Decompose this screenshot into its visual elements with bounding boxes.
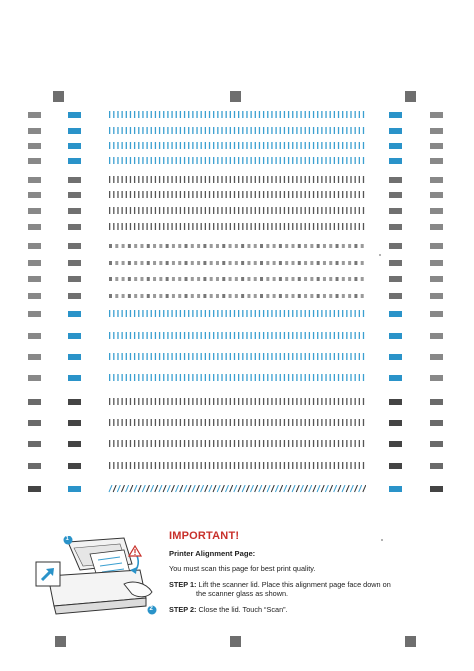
alignment-block <box>389 112 402 118</box>
alignment-block <box>430 375 443 381</box>
alignment-block <box>28 158 41 164</box>
alignment-block <box>28 463 41 469</box>
step-1 <box>169 580 391 589</box>
alignment-block <box>68 224 81 230</box>
alignment-block <box>68 158 81 164</box>
alignment-block <box>389 224 402 230</box>
line-pattern <box>108 419 366 426</box>
step-2 <box>169 605 288 614</box>
alignment-block <box>389 293 402 299</box>
alignment-block <box>68 311 81 317</box>
alignment-block <box>430 311 443 317</box>
line-pattern <box>108 191 366 198</box>
line-pattern <box>108 353 366 360</box>
line-pattern <box>108 275 366 282</box>
alignment-block <box>389 260 402 266</box>
step-2-label: STEP 2: <box>169 605 197 614</box>
alignment-block <box>28 354 41 360</box>
line-pattern <box>108 157 366 164</box>
alignment-block <box>389 208 402 214</box>
alignment-block <box>430 420 443 426</box>
alignment-block <box>28 143 41 149</box>
alignment-block <box>389 486 402 492</box>
alignment-block <box>68 112 81 118</box>
notice-line: You must scan this page for best print quality. <box>169 564 316 573</box>
alignment-block <box>28 224 41 230</box>
line-pattern <box>108 127 366 134</box>
warning-triangle-icon <box>128 545 142 557</box>
alignment-block <box>28 441 41 447</box>
corner-dot <box>379 254 381 256</box>
alignment-block <box>389 399 402 405</box>
alignment-block <box>28 177 41 183</box>
step-1-text: Lift the scanner lid. Place this alignment page face down on <box>198 580 391 589</box>
alignment-block <box>68 177 81 183</box>
alignment-block <box>28 260 41 266</box>
alignment-block <box>28 399 41 405</box>
alignment-block <box>430 243 443 249</box>
alignment-block <box>389 276 402 282</box>
line-pattern <box>108 176 366 183</box>
line-pattern <box>108 142 366 149</box>
alignment-block <box>430 158 443 164</box>
alignment-block <box>68 354 81 360</box>
line-pattern <box>108 398 366 405</box>
alignment-block <box>430 333 443 339</box>
alignment-block <box>68 420 81 426</box>
alignment-block <box>430 208 443 214</box>
alignment-block <box>389 463 402 469</box>
alignment-block <box>68 260 81 266</box>
alignment-block <box>430 260 443 266</box>
line-pattern <box>108 207 366 214</box>
alignment-block <box>68 399 81 405</box>
alignment-block <box>430 177 443 183</box>
alignment-block <box>389 143 402 149</box>
alignment-block <box>28 112 41 118</box>
alignment-block <box>430 128 443 134</box>
step-1-label: STEP 1: <box>169 580 197 589</box>
line-pattern <box>108 332 366 339</box>
alignment-block <box>389 177 402 183</box>
alignment-block <box>68 293 81 299</box>
alignment-block <box>28 486 41 492</box>
alignment-block <box>430 112 443 118</box>
alignment-block <box>430 399 443 405</box>
alignment-block <box>430 276 443 282</box>
line-pattern <box>108 310 366 317</box>
alignment-block <box>389 420 402 426</box>
line-pattern <box>108 259 366 266</box>
line-pattern <box>108 374 366 381</box>
important-heading: IMPORTANT! <box>169 530 240 542</box>
line-pattern <box>108 223 366 230</box>
alignment-block <box>68 192 81 198</box>
alignment-block <box>430 354 443 360</box>
alignment-block <box>28 311 41 317</box>
alignment-block <box>430 293 443 299</box>
alignment-block <box>68 441 81 447</box>
alignment-block <box>68 208 81 214</box>
registration-mark-bottom-left <box>55 636 66 647</box>
registration-mark-top-center <box>230 91 241 102</box>
alignment-block <box>389 354 402 360</box>
alignment-block <box>389 311 402 317</box>
alignment-block <box>430 486 443 492</box>
alignment-block <box>430 441 443 447</box>
alignment-block <box>68 486 81 492</box>
printer-scanner-icon <box>28 536 166 618</box>
line-pattern <box>108 111 366 118</box>
line-pattern <box>108 440 366 447</box>
alignment-block <box>68 243 81 249</box>
alignment-block <box>430 463 443 469</box>
alignment-block <box>28 375 41 381</box>
step-2-text: Close the lid. Touch “Scan”. <box>198 605 288 614</box>
alignment-block <box>430 224 443 230</box>
alignment-block <box>28 192 41 198</box>
alignment-block <box>389 375 402 381</box>
alignment-block <box>68 463 81 469</box>
alignment-block <box>68 128 81 134</box>
registration-mark-top-right <box>405 91 416 102</box>
alignment-block <box>430 143 443 149</box>
alignment-block <box>28 420 41 426</box>
alignment-block <box>28 293 41 299</box>
alignment-block <box>28 208 41 214</box>
registration-mark-bottom-right <box>405 636 416 647</box>
alignment-block <box>389 192 402 198</box>
alignment-block <box>389 128 402 134</box>
registration-mark-top-left <box>53 91 64 102</box>
line-pattern <box>108 242 366 249</box>
alignment-block <box>68 143 81 149</box>
alignment-block <box>430 192 443 198</box>
alignment-block <box>389 243 402 249</box>
alignment-block <box>389 441 402 447</box>
alignment-block <box>28 128 41 134</box>
alignment-block <box>68 375 81 381</box>
alignment-block <box>68 276 81 282</box>
alignment-block <box>28 333 41 339</box>
alignment-block <box>389 333 402 339</box>
alignment-block <box>28 243 41 249</box>
line-pattern <box>108 292 366 299</box>
registration-mark-bottom-center <box>230 636 241 647</box>
notice-subtitle: Printer Alignment Page: <box>169 549 256 558</box>
line-pattern <box>108 485 366 492</box>
step-1-text-continued: the scanner glass as shown. <box>196 589 289 598</box>
alignment-block <box>389 158 402 164</box>
callout-1: 1 <box>65 535 69 542</box>
alignment-block <box>28 276 41 282</box>
alignment-block <box>68 333 81 339</box>
callout-2: 2 <box>149 605 153 612</box>
line-pattern <box>108 462 366 469</box>
corner-dot <box>381 539 383 541</box>
